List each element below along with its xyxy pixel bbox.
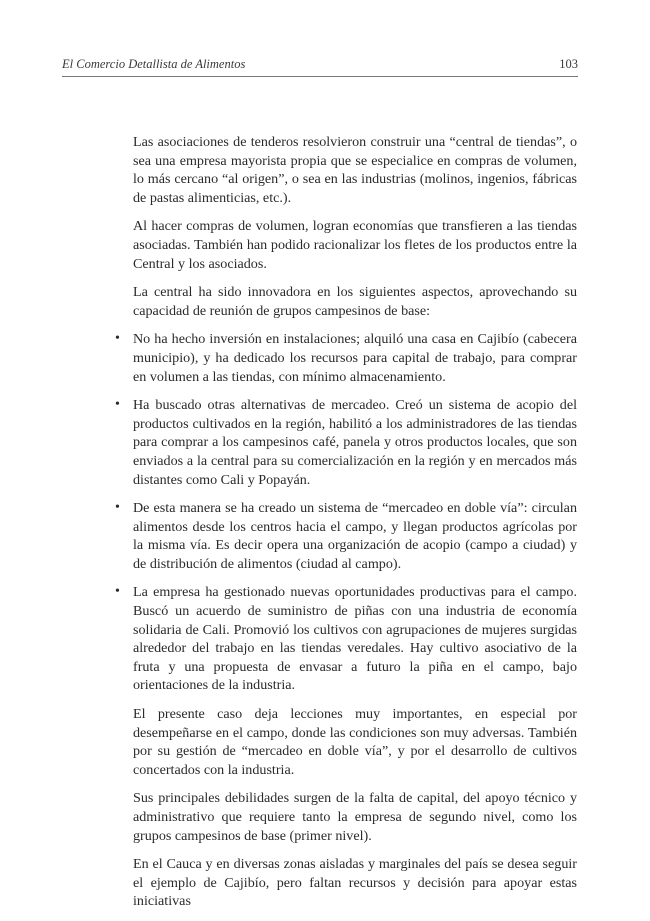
bullet-icon: • [115, 331, 120, 347]
body-text [115, 133, 577, 921]
paragraph: Al hacer compras de volumen, logran economías que transfieren a las tiendas asociadas. También han podido racionalizar los fletes de los productos entre la Central y los asociados. [133, 218, 577, 272]
running-header [62, 57, 578, 72]
list-item-text: No ha hecho inversión en instalaciones; alquiló una casa en Cajibío (cabecera municipio), y ha dedicado los recursos para capital de trabajo, para comprar en volumen a las tiendas, con mínimo almacenamiento. [133, 331, 577, 385]
list-item [115, 396, 577, 489]
page-number: 103 [559, 57, 578, 71]
bullet-list [115, 330, 577, 695]
running-title: El Comercio Detallista de Alimentos [62, 57, 246, 71]
paragraph: Sus principales debilidades surgen de la falta de capital, del apoyo técnico y administrativo que requiere tanto la empresa de segundo nivel, como los grupos campesinos de base (primer nivel). [133, 790, 577, 844]
list-item-text: Ha buscado otras alternativas de mercadeo. Creó un sistema de acopio del productos cultivados en la región, habilitó a los administradores de las tiendas para comprar a los campesinos café, panela y otros productos locales, que son enviados a la central para su comercialización en la región y en mercados más distantes como Cali y Popayán. [133, 397, 577, 488]
bullet-icon: • [115, 397, 120, 413]
header-rule [62, 76, 578, 77]
bullet-icon: • [115, 500, 120, 516]
paragraph: En el Cauca y en diversas zonas aisladas y marginales del país se desea seguir el ejemplo de Cajibío, pero faltan recursos y decisión para apoyar estas iniciativas [133, 856, 577, 910]
paragraph: La central ha sido innovadora en los siguientes aspectos, aprovechando su capacidad de reunión de grupos campesinos de base: [133, 284, 577, 319]
bullet-icon: • [115, 584, 120, 600]
paragraph: Las asociaciones de tenderos resolvieron construir una “central de tiendas”, o sea una empresa mayorista propia que se especialice en compras de volumen, lo más cercano “al origen”, o sea en las industrias (molinos, ingenios, fábricas de pastas alimenticias, etc.). [133, 134, 577, 206]
list-item [115, 583, 577, 695]
list-item [115, 330, 577, 386]
list-item-text: De esta manera se ha creado un sistema de “mercadeo en doble vía”: circulan alimentos desde los centros hacia el campo, y llegan productos agrícolas por la misma vía. Es decir opera una organización de acopio (campo a ciudad) y de distribución de alimentos (ciudad al campo). [133, 500, 577, 572]
list-item [115, 499, 577, 573]
list-item-text: La empresa ha gestionado nuevas oportunidades productivas para el campo. Buscó un acuerdo de suministro de piñas con una industria de economía solidaria de Cali. Promovió los cultivos con agrupaciones de mujeres surgidas alrededor del trabajo en las tiendas veredales. Hay cultivo asociativo de la fruta y una propuesta de envasar a futuro la piña en el campo, bajo orientaciones de la industria. [133, 584, 577, 694]
paragraph: El presente caso deja lecciones muy importantes, en especial por desempeñarse en el campo, donde las condiciones son muy adversas. También por su gestión de “mercadeo en doble vía”, y por el desarrollo de cultivos concertados con la industria. [133, 706, 577, 778]
